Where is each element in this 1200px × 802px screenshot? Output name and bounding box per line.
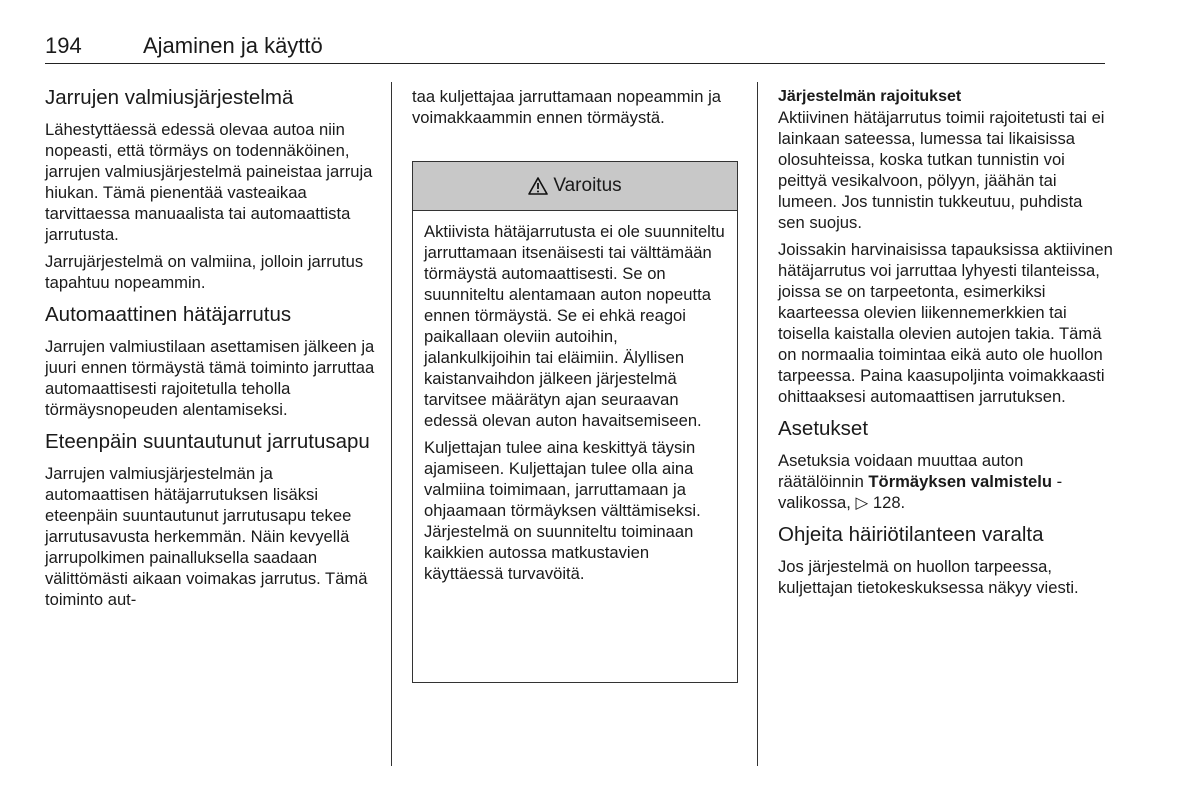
heading-emergency-braking: Automaattinen hätäjarrutus <box>45 303 292 326</box>
column-divider-1 <box>391 82 392 766</box>
page-ref-arrow-icon: ▷ <box>855 493 869 512</box>
heading-troubleshooting: Ohjeita häiriötilanteen varalta <box>778 523 1044 546</box>
paragraph: Lähestyttäessä edessä olevaa autoa niin nopeasti, että törmäys on todennäköinen, jarrujen valmiusjärjestelmä paineistaa jarruja hiukan. Tämä pienentää vasteaikaa tarvittaessa manuaalista tai automaattista jarrutusta. <box>45 120 373 244</box>
page-number: 194 <box>45 33 82 58</box>
warning-paragraph: Aktiivista hätäjarrutusta ei ole suunniteltu jarruttamaan itsenäisesti tai välttämään törmäystä automaattisesti. Se on suunniteltu alentamaan auton nopeutta ennen törmäystä. Se ei ehkä reagoi paikallaan oleviin autoihin, jalankulkijoihin tai eläimiin. Älyllisen kaistanvaihdon jälkeen järjestelmä tarvitsee määrätyn ajan seuraavan edessä olevan auton havaitsemiseen. <box>424 222 725 430</box>
warning-box <box>412 161 738 683</box>
heading-settings: Asetukset <box>778 417 869 440</box>
chapter-title: Ajaminen ja käyttö <box>143 33 323 58</box>
heading-forward-brake-assist: Eteenpäin suuntautunut jarrutusapu <box>45 430 370 453</box>
page-header <box>45 33 1105 64</box>
warning-title: Varoitus <box>553 175 622 196</box>
paragraph: Jarrujen valmiustilaan asettamisen jälkeen ja juuri ennen törmäystä tämä toiminto jarruttaa automaattisesti rajoitetulla teholla törmäysnopeuden alentamiseksi. <box>45 337 375 419</box>
column-3 <box>778 86 1113 604</box>
heading-system-limitations: Järjestelmän rajoitukset <box>778 88 962 105</box>
menu-reference: Törmäyksen valmistelu <box>868 472 1052 491</box>
column-2 <box>412 86 742 134</box>
warning-header <box>413 162 737 211</box>
warning-body <box>413 211 737 584</box>
warning-triangle-icon <box>528 177 548 195</box>
heading-brake-assist: Jarrujen valmiusjärjestelmä <box>45 86 294 109</box>
warning-paragraph: Kuljettajan tulee aina keskittyä täysin ajamiseen. Kuljettajan tulee olla aina valmiina toimimaan, jarruttamaan ja ohjaamaan törmäyksen välttämiseksi. Järjestelmä on suunniteltu toiminaan kaikkien autossa matkustavien käyttäessä turvavöitä. <box>424 438 701 583</box>
paragraph: Asetuksia voidaan muuttaa auton räätälöinnin Törmäyksen valmistelu -valikossa, ▷ 128. <box>778 451 1063 512</box>
column-divider-2 <box>757 82 758 766</box>
paragraph: Aktiivinen hätäjarrutus toimii rajoitetusti tai ei lainkaan sateessa, lumessa tai likaisissa olosuhteissa, koska tutkan tunnistin voi peittyä vesikalvoon, pölyyn, jäähän tai lumeen. Jos tunnistin tukkeutuu, puhdista sen suojus. <box>778 108 1105 232</box>
paragraph: Jarrujärjestelmä on valmiina, jolloin jarrutus tapahtuu nopeammin. <box>45 252 364 292</box>
paragraph: Jarrujen valmiusjärjestelmän ja automaattisen hätäjarrutuksen lisäksi eteenpäin suuntautunut jarrutusapu tekee jarrutusavusta herkemmän. Näin kevyellä jarrupolkimen painalluksella saadaan välittömästi aikaan voimakas jarrutus. Tämä toiminto aut- <box>45 464 368 609</box>
paragraph: taa kuljettajaa jarruttamaan nopeammin ja voimakkaammin ennen törmäystä. <box>412 87 722 127</box>
column-1 <box>45 86 375 616</box>
page-reference: 128 <box>872 493 901 512</box>
paragraph: Jos järjestelmä on huollon tarpeessa, kuljettajan tietokeskuksessa näkyy viesti. <box>778 557 1079 597</box>
paragraph: Joissakin harvinaisissa tapauksissa aktiivinen hätäjarrutus voi jarruttaa lyhyesti tilanteissa, joissa se on tarpeetonta, esimerkiksi kaarteessa olevien liikennemerkkien tai toisella kaistalla olevien autojen takia. Tämä on normaalia toimintaa eikä auto ole huollon tarpeessa. Paina kaasupoljinta voimakkaasti ohittaaksesi automaattisen jarrutuksen. <box>778 240 1113 406</box>
